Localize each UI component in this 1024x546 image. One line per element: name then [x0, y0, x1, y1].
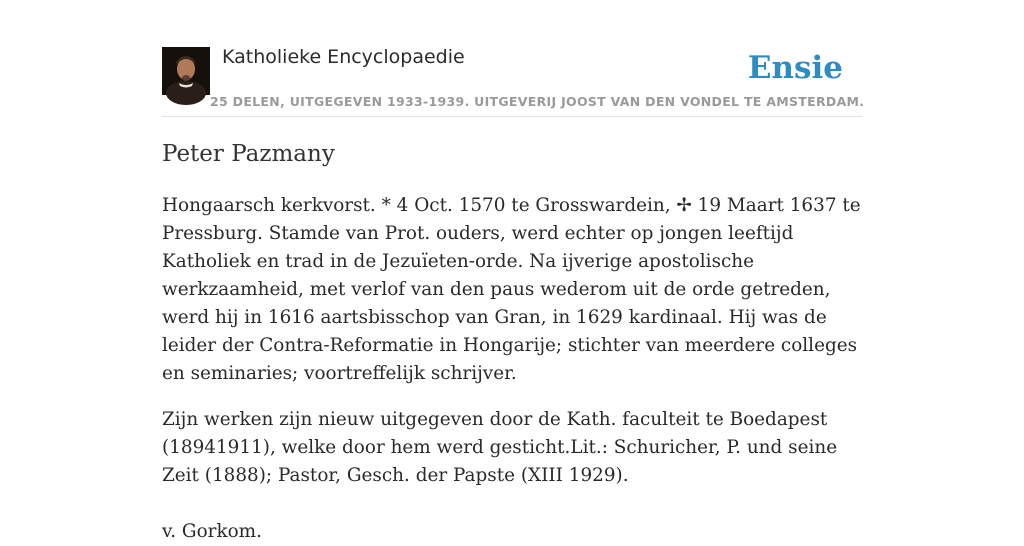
book-title[interactable]: Katholieke Encyclopaedie — [222, 46, 465, 68]
book-header — [162, 44, 865, 117]
brand-logo-link[interactable]: Ensie — [747, 50, 843, 86]
article — [162, 138, 862, 546]
book-subtitle: 25 DELEN, UITGEGEVEN 1933-1939. UITGEVERIJ JOOST VAN DEN VONDEL TE AMSTERDAM. — [210, 94, 865, 109]
portrait-avatar-icon[interactable] — [162, 47, 210, 95]
article-paragraph: Hongaarsch kerkvorst. * 4 Oct. 1570 te Grosswardein, ✢ 19 Maart 1637 te Pressburg. Stamde van Prot. ouders, werd echter op jongen leeftijd Katholiek en trad in de Jezuïeten-orde. Na ijverige apostolische werkzaamheid, met verlof van den paus wederom uit de orde getreden, werd hij in 1616 aartsbisschop van Gran, in 1629 kardinaal. Hij was de leider der Contra-Reformatie in Hongarije; stichter van meerdere colleges en seminaries; voortreffelijk schrijver. — [162, 195, 861, 384]
article-title: Peter Pazmany — [162, 141, 335, 167]
article-author: v. Gorkom. — [162, 521, 262, 542]
article-paragraph: Zijn werken zijn nieuw uitgegeven door de Kath. faculteit te Boedapest (18941911), welke door hem werd gesticht.Lit.: Schuricher, P. und seine Zeit (1888); Pastor, Gesch. der Papste (XIII 1929). — [162, 409, 838, 486]
